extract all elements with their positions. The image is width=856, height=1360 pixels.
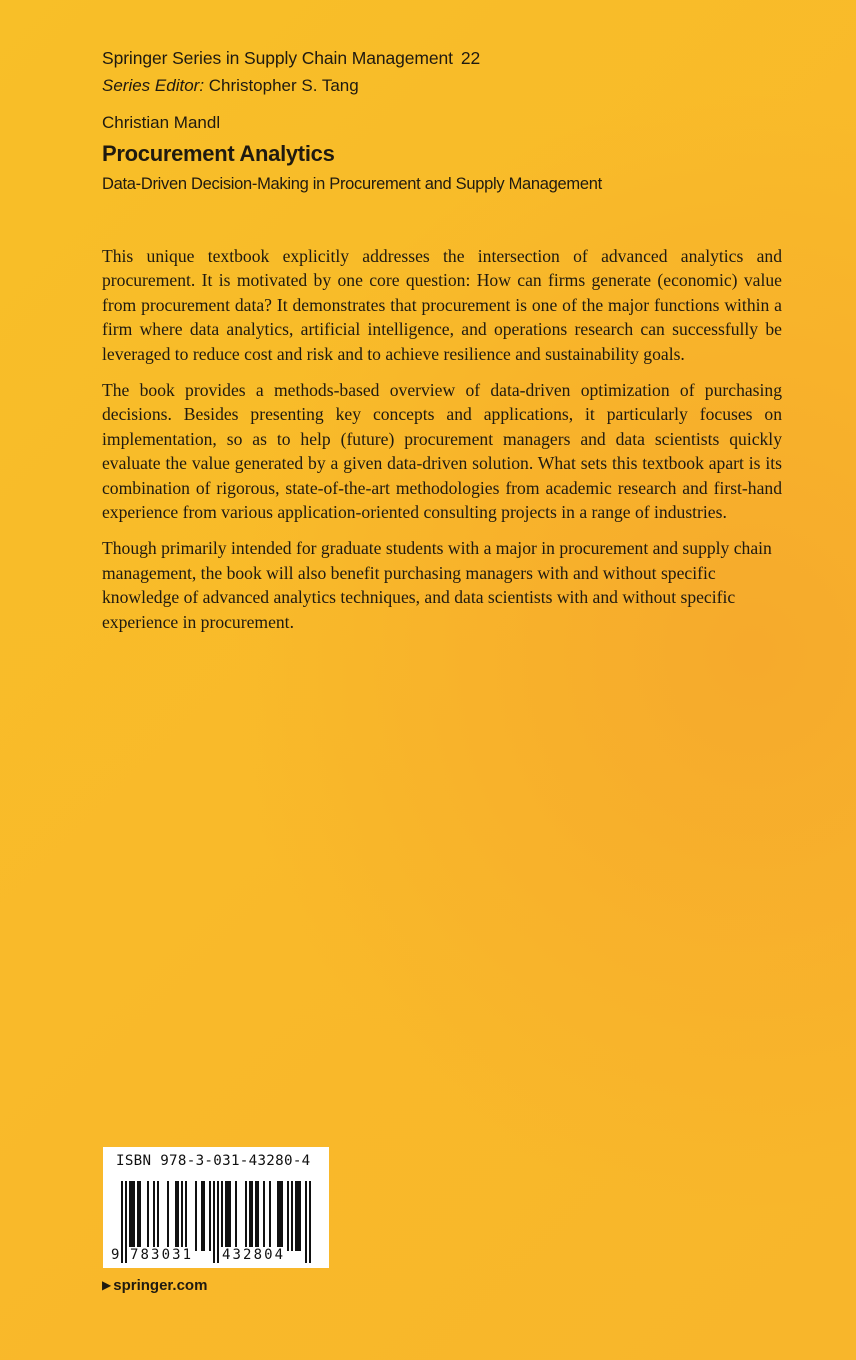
barcode-bar	[209, 1181, 211, 1251]
barcode-bar	[203, 1181, 205, 1251]
barcode-bar	[227, 1181, 229, 1251]
barcode-bar	[279, 1181, 281, 1251]
book-subtitle: Data-Driven Decision-Making in Procurement and Supply Management	[102, 175, 602, 193]
barcode-bar	[299, 1181, 301, 1251]
barcode-bar	[147, 1181, 149, 1251]
barcode-bar	[251, 1181, 253, 1251]
barcode-bar	[221, 1181, 223, 1251]
blurb-paragraph-1: This unique textbook explicitly addresses the intersection of advanced analytics and procurement. It is motivated by one core question: How can firms generate (economic) value from procurement data? It demonstrates that procurement is one of the major functions within a firm where data analytics, artificial intelligence, and operations research can successfully be leveraged to reduce cost and risk and to achieve resilience and sustainability goals.	[102, 246, 782, 364]
barcode-bar	[309, 1181, 311, 1263]
barcode-bar	[133, 1181, 135, 1251]
series-name: Springer Series in Supply Chain Management	[102, 48, 453, 68]
series-title	[102, 48, 480, 69]
barcode-bar	[201, 1181, 203, 1251]
barcode-bar	[213, 1181, 215, 1263]
series-editor-name: Christopher S. Tang	[208, 76, 359, 95]
barcode-digits-left: 783031	[130, 1247, 194, 1263]
barcode-bar	[249, 1181, 251, 1251]
barcode-bar	[297, 1181, 299, 1251]
barcode-bar	[137, 1181, 139, 1251]
barcode-bar	[195, 1181, 197, 1251]
book-title: Procurement Analytics	[102, 141, 335, 166]
barcode-bar	[217, 1181, 219, 1263]
barcode-bar	[287, 1181, 289, 1251]
barcode-bar	[269, 1181, 271, 1251]
barcode-bar	[167, 1181, 169, 1251]
barcode-bar	[185, 1181, 187, 1251]
barcode-bar	[121, 1181, 123, 1263]
blurb-paragraph-3: Though primarily intended for graduate students with a major in procurement and supply chain management, the book will also benefit purchasing managers with and without specific knowledge of advanced analytics techniques, and data scientists with and without specific experience in procurement.	[102, 538, 772, 632]
series-number: 22	[460, 48, 481, 68]
barcode-bar	[235, 1181, 237, 1251]
barcode-bar	[139, 1181, 141, 1251]
barcode-bar	[281, 1181, 283, 1251]
barcode-bar	[245, 1181, 247, 1251]
isbn-text: ISBN 978-3-031-43280-4	[116, 1153, 311, 1169]
barcode-bar	[229, 1181, 231, 1251]
barcode-bar	[263, 1181, 265, 1251]
triangle-right-icon: ▶	[102, 1278, 112, 1292]
barcode-bar	[277, 1181, 279, 1251]
barcode-bar	[175, 1181, 177, 1251]
barcode-bar	[181, 1181, 183, 1251]
series-editor	[102, 76, 359, 96]
barcode-bar	[153, 1181, 155, 1251]
barcode-bar	[157, 1181, 159, 1251]
barcode-bar	[255, 1181, 257, 1251]
barcode-digits-right: 432804	[222, 1247, 286, 1263]
barcode-bar	[225, 1181, 227, 1251]
series-editor-label: Series Editor:	[102, 76, 205, 95]
website-label: springer.com	[113, 1277, 208, 1294]
barcode-bar	[257, 1181, 259, 1251]
barcode-bar	[131, 1181, 133, 1251]
website-link[interactable]	[102, 1277, 207, 1294]
isbn-barcode	[103, 1147, 329, 1268]
barcode-bar	[295, 1181, 297, 1251]
barcode-digit-first: 9	[111, 1247, 120, 1263]
barcode-bar	[305, 1181, 307, 1263]
barcode-bar	[129, 1181, 131, 1251]
barcode-bar	[125, 1181, 127, 1263]
barcode-bar	[291, 1181, 293, 1251]
barcode-bar	[177, 1181, 179, 1251]
blurb-paragraph-2: The book provides a methods-based overview of data-driven optimization of purchasing decisions. Besides presenting key concepts and applications, it particularly focuses on implementation, so as to help (future) procurement managers and data scientists quickly evaluate the value generated by a given data-driven solution. What sets this textbook apart is its combination of rigorous, state-of-the-art methodologies from academic research and first-hand experience from various application-oriented consulting projects in a range of industries.	[102, 380, 782, 523]
blurb	[102, 244, 782, 646]
author-name: Christian Mandl	[102, 113, 221, 132]
